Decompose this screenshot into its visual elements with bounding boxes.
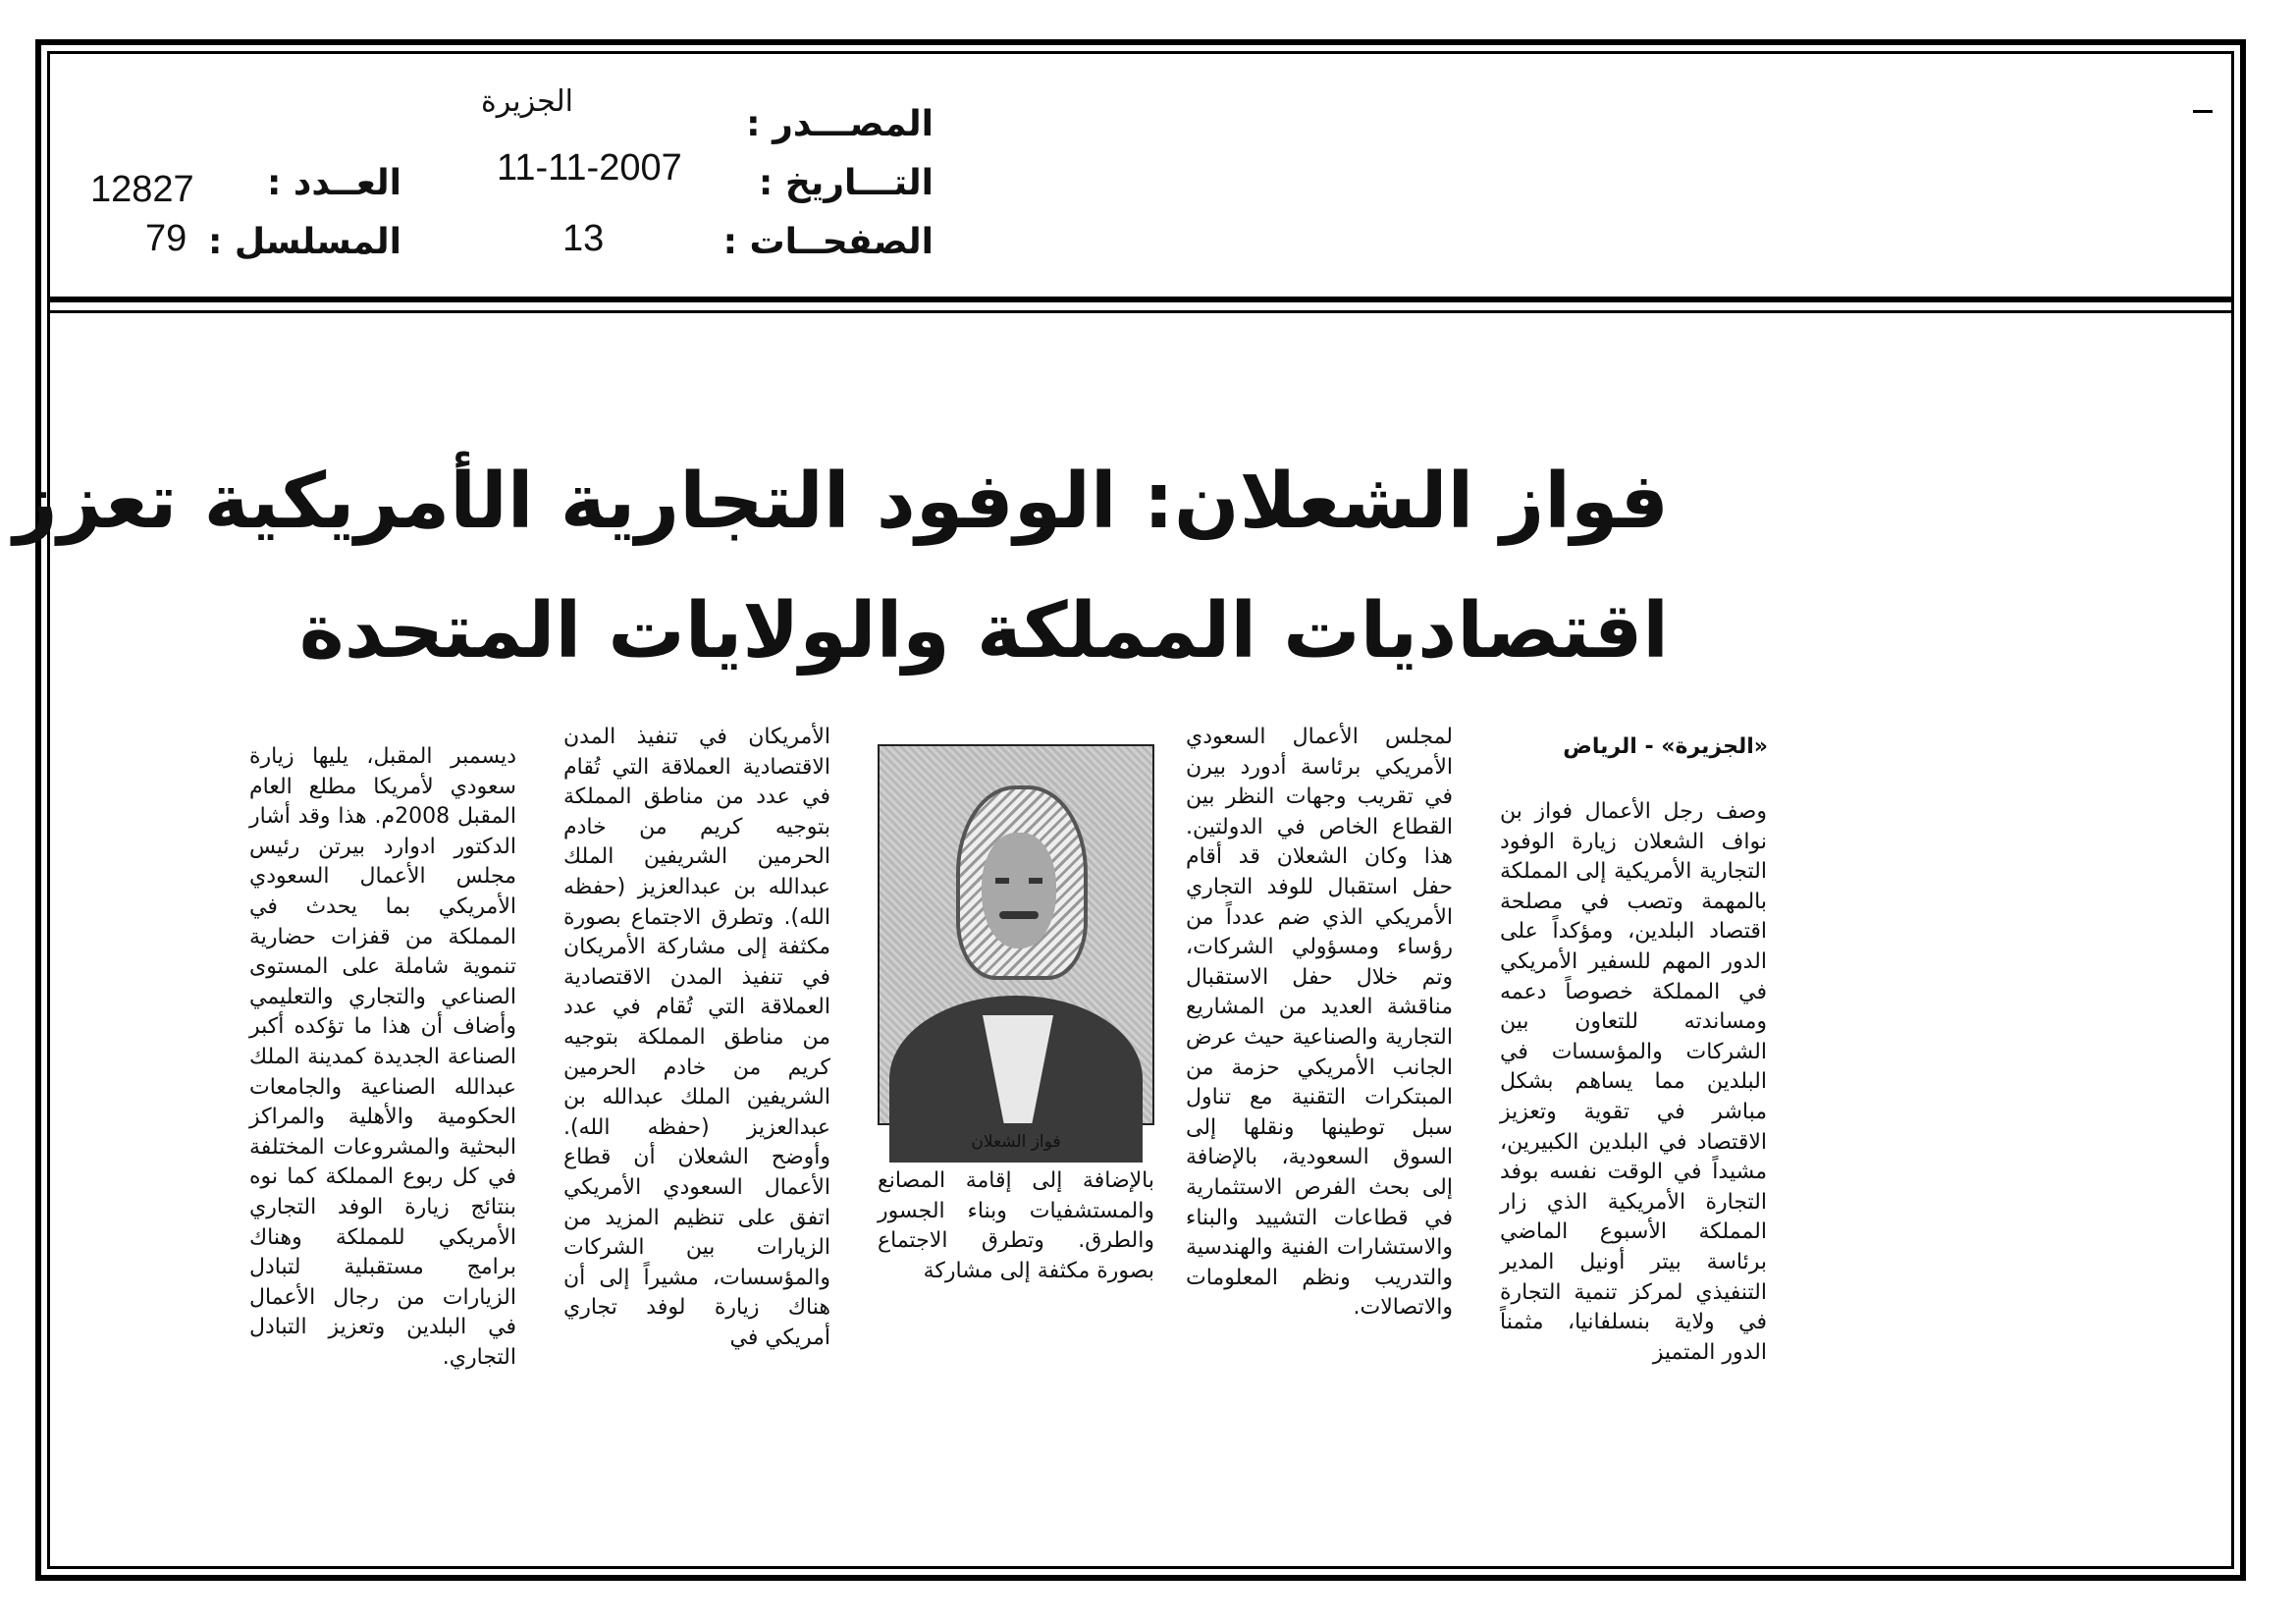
byline: «الجزيرة» - الرياض bbox=[1563, 734, 1768, 759]
article-column-2 bbox=[1186, 723, 1453, 1321]
article-column-5 bbox=[249, 742, 516, 1370]
source-value: الجزيرة bbox=[481, 84, 574, 119]
photo-face bbox=[982, 833, 1056, 948]
date-label: التـــاريخ : bbox=[758, 163, 934, 203]
pages-value: 13 bbox=[562, 218, 605, 259]
headline-line-2: اقتصاديات المملكة والولايات المتحدة bbox=[298, 587, 1669, 676]
date-value: 11-11-2007 bbox=[497, 147, 682, 189]
article-paragraph: لمجلس الأعمال السعودي الأمريكي برئاسة أدورد بيرن في تقريب وجهات النظر بين القطاع الخاص في الدولتين. هذا وكان الشعلان قد أقام حفل استقبال للوفد التجاري الأمريكي الذي ضم عدداً من رؤساء ومسؤولي الشركات، وتم خلال حفل الاستقبال مناقشة العديد من المشاريع التجارية والصناعية حيث عرض الجانب الأمريكي حزمة من المبتكرات التقنية مع تناول سبل توطينها ونقلها إلى السوق السعودية، بالإضافة إلى بحث الفرص الاستثمارية في قطاعات التشييد والبناء والاستشارات الفنية والهندسية والتدريب ونظم المعلومات والاتصالات. bbox=[1186, 725, 1453, 1321]
article-paragraph: بالإضافة إلى إقامة المصانع والمستشفيات وبناء الجسور والطرق. وتطرق الاجتماع بصورة مكثفة إلى مشاركة bbox=[878, 1168, 1154, 1283]
photo-caption: فواز الشعلان bbox=[971, 1132, 1061, 1152]
photo-eyes bbox=[995, 878, 1042, 884]
photo-mustache bbox=[999, 911, 1039, 919]
issue-value: 12827 bbox=[90, 169, 194, 210]
serial-value: 79 bbox=[145, 218, 187, 259]
article-column-3 bbox=[878, 1166, 1154, 1288]
article-column-4 bbox=[563, 723, 830, 1350]
issue-label: العــدد : bbox=[267, 163, 401, 203]
serial-label: المسلسل : bbox=[207, 222, 401, 262]
corner-mark bbox=[2193, 110, 2213, 113]
article-column-1 bbox=[1500, 797, 1767, 1365]
pages-label: الصفحــات : bbox=[722, 222, 934, 262]
headline-line-1: فواز الشعلان: الوفود التجارية الأمريكية تعزز bbox=[13, 458, 1669, 546]
article-paragraph: وصف رجل الأعمال فواز بن نواف الشعلان زيارة الوفود التجارية الأمريكية إلى المملكة بالمهمة وتصب في مصلحة اقتصاد البلدين، ومؤكداً على الدور المهم للسفير الأمريكي في المملكة خصوصاً دعمه ومساندته للتعاون بين الشركات والمؤسسات في البلدين مما يساهم بشكل مباشر في تقوية وتعزيز الاقتصاد في البلدين الكبيرين، مشيداً في الوقت نفسه بوفد التجارة الأمريكية الذي زار المملكة الأسبوع الماضي برئاسة بيتر أونيل المدير التنفيذي لمركز تنمية التجارة في ولاية بنسلفانيا، مثمناً الدور المتميز bbox=[1500, 799, 1767, 1365]
header-divider-thin bbox=[47, 310, 2234, 313]
portrait-photo bbox=[878, 744, 1154, 1125]
header-divider bbox=[47, 297, 2234, 302]
source-label: المصـــدر : bbox=[746, 104, 934, 144]
article-paragraph: الأمريكان في تنفيذ المدن الاقتصادية العملاقة التي تُقام في عدد من مناطق المملكة بتوجيه كريم من خادم الحرمين الشريفين الملك عبدالله بن عبدالعزيز (حفظه الله). وتطرق الاجتماع بصورة مكثفة إلى مشاركة الأمريكان في تنفيذ المدن الاقتصادية العملاقة التي تُقام في عدد من مناطق المملكة بتوجيه كريم من خادم الحرمين الشريفين الملك عبدالله بن عبدالعزيز (حفظه الله). وأوضح الشعلان أن قطاع الأعمال السعودي الأمريكي اتفق على تنظيم المزيد من الزيارات بين الشركات والمؤسسات، مشيراً إلى أن هناك زيارة لوفد تجاري أمريكي في bbox=[563, 725, 830, 1350]
article-paragraph: ديسمبر المقبل، يليها زيارة سعودي لأمريكا مطلع العام المقبل 2008م. هذا وقد أشار الدكتور ادوارد بيرتن رئيس مجلس الأعمال السعودي الأمريكي بما يحدث في المملكة من قفزات حضارية تنموية شاملة على المستوى الصناعي والتجاري والتعليمي وأضاف أن هذا ما تؤكده أكبر الصناعة الجديدة كمدينة الملك عبدالله الصناعية والجامعات الحكومية والأهلية والمراكز البحثية والمشروعات المختلفة في كل ربوع المملكة كما نوه بنتائج زيارة الوفد التجاري الأمريكي للمملكة وهناك برامج مستقبلية لتبادل الزيارات من رجال الأعمال في البلدين وتعزيز التبادل التجاري. bbox=[249, 744, 516, 1370]
